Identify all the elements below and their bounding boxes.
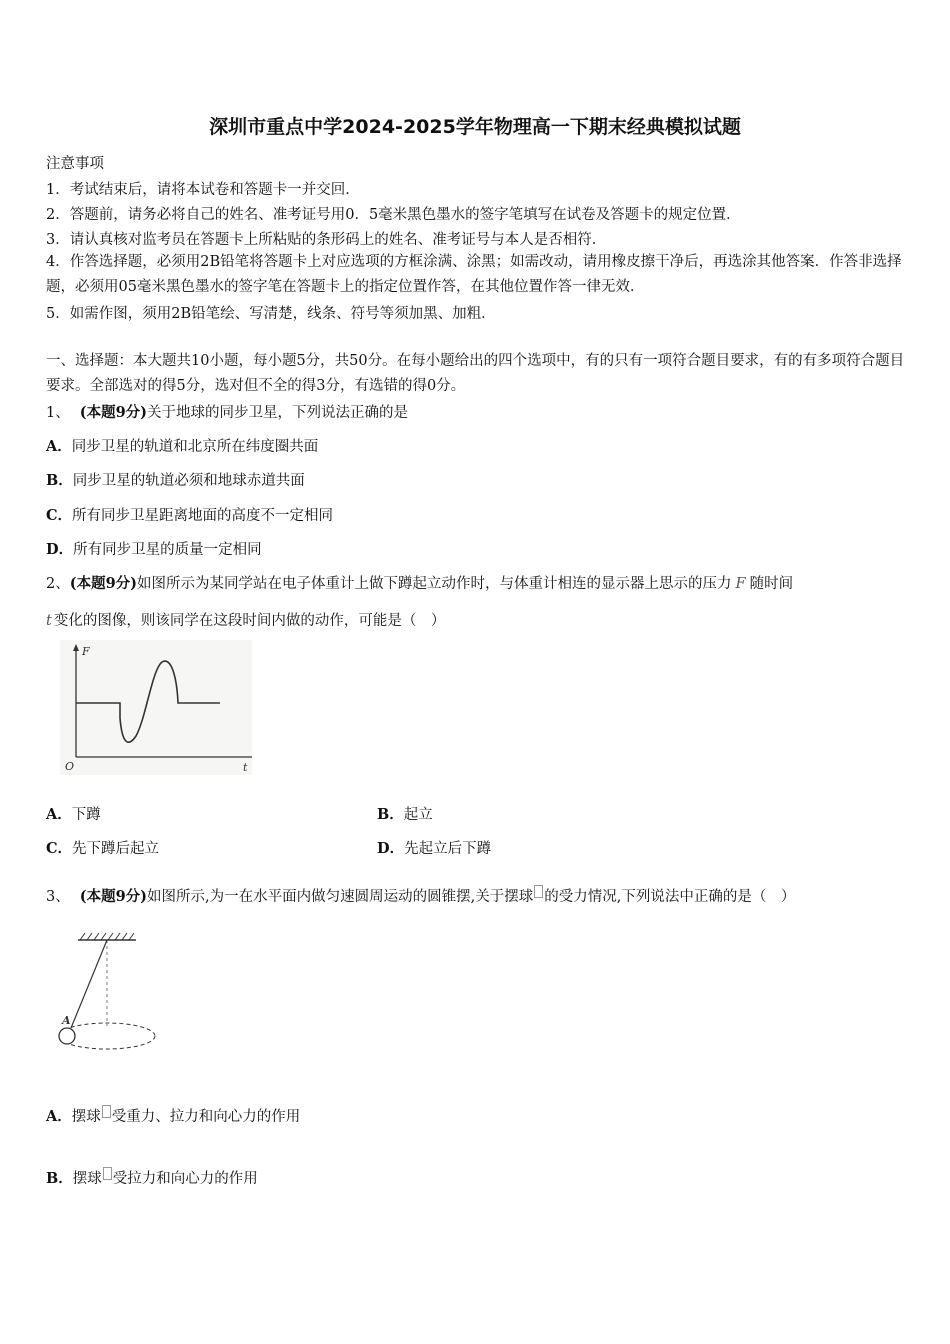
ball-label: A <box>62 1014 71 1027</box>
option-letter: C． <box>46 507 73 524</box>
conical-pendulum-diagram <box>52 930 164 1058</box>
force-time-graph <box>60 640 252 775</box>
option-text: 先起立后下蹲 <box>404 841 492 857</box>
question-text: 如图所示为某同学站在电子体重计上做下蹲起立动作时，与体重计相连的显示器上思示的压力 <box>137 576 732 592</box>
option-text: 摆球 <box>71 1109 101 1125</box>
question-score: (本题9分) <box>79 888 148 905</box>
option-letter: D． <box>377 840 405 857</box>
q3-option-a <box>46 1105 300 1126</box>
question-text: 变化的图像，则该同学在这段时间内做的动作，可能是（ ） <box>53 613 446 629</box>
option-text: 受重力、拉力和向心力的作用 <box>111 1109 301 1125</box>
question-score: (本题9分) <box>69 575 138 592</box>
option-text: 同步卫星的轨道和北京所在纬度圈共面 <box>71 439 319 455</box>
question-number: 1、 <box>46 405 70 421</box>
notice-heading: 注意事项 <box>46 156 104 172</box>
option-letter: A． <box>46 806 72 823</box>
q2-option-b <box>377 803 433 824</box>
question-score: (本题9分) <box>79 404 148 421</box>
question-1-stem <box>46 401 408 422</box>
option-letter: A． <box>46 1108 72 1125</box>
option-text: 所有同步卫星的质量一定相同 <box>73 542 262 558</box>
y-axis-label: F <box>82 645 90 658</box>
notice-item: 4．作答选择题，必须用2B铅笔将答题卡上对应选项的方框涂满、涂黑；如需改动，请用橡皮擦干净后，再选涂其他答案．作答非选择题，必须用05毫米黑色墨水的签字笔在答题卡上的指定位置作答，在其他位置作答一律无效． <box>46 254 902 295</box>
graph-background <box>60 640 252 775</box>
ceiling-hatch <box>80 933 134 940</box>
option-text: 受拉力和向心力的作用 <box>112 1171 258 1187</box>
missing-glyph-icon <box>103 1167 112 1180</box>
option-letter: B． <box>46 1170 73 1187</box>
question-number: 3、 <box>46 889 70 905</box>
x-axis-label: t <box>243 761 248 774</box>
question-2-stem-line2 <box>46 609 445 630</box>
q1-option-d <box>46 538 262 559</box>
q2-option-d <box>377 837 491 858</box>
section-heading: 一、选择题：本大题共10小题，每小题5分，共50分。在每小题给出的四个选项中，有的只有一项符合题目要求，有的有多项符合题目要求。全部选对的得5分，选对但不全的得3分，有选错的得0分。 <box>46 353 905 394</box>
q1-option-b <box>46 469 305 490</box>
notice-item: 5．如需作图，须用2B铅笔绘、写清楚，线条、符号等须加黑、加粗． <box>46 306 496 322</box>
question-2-stem-line1 <box>46 572 793 593</box>
option-text: 先下蹲后起立 <box>72 841 160 857</box>
option-letter: C． <box>46 840 73 857</box>
notice-item: 3．请认真核对监考员在答题卡上所粘贴的条形码上的姓名、准考证号与本人是否相符． <box>46 232 607 248</box>
q2-option-c <box>46 837 159 858</box>
option-letter: D． <box>46 541 74 558</box>
question-text: 如图所示,为一在水平面内做匀速圆周运动的圆锥摆,关于摆球 <box>147 889 534 905</box>
variable-f: F <box>735 576 746 592</box>
notice-item: 1．考试结束后，请将本试卷和答题卡一并交回． <box>46 182 360 198</box>
question-text: 随时间 <box>749 576 794 592</box>
page-title: 深圳市重点中学2024-2025学年物理高一下期末经典模拟试题 <box>209 116 741 138</box>
notice-item: 2．答题前，请务必将自己的姓名、准考证号用0．5毫米黑色墨水的签字笔填写在试卷及答题卡的规定位置． <box>46 207 741 223</box>
missing-glyph-icon <box>534 885 543 898</box>
question-text: 关于地球的同步卫星，下列说法正确的是 <box>147 405 409 421</box>
option-letter: B． <box>46 472 73 489</box>
variable-t: t <box>46 613 52 629</box>
option-text: 起立 <box>403 807 433 823</box>
pendulum-string <box>71 940 107 1028</box>
question-3-stem <box>46 885 795 906</box>
option-letter: B． <box>377 806 404 823</box>
option-text: 所有同步卫星距离地面的高度不一定相同 <box>72 508 334 524</box>
q3-option-b <box>46 1167 258 1188</box>
q2-option-a <box>46 803 101 824</box>
question-text: 的受力情况,下列说法中正确的是（ ） <box>544 889 796 905</box>
origin-label: O <box>65 760 75 773</box>
option-text: 下蹲 <box>71 807 101 823</box>
q1-option-a <box>46 435 318 456</box>
option-text: 摆球 <box>72 1171 102 1187</box>
option-letter: A． <box>46 438 72 455</box>
q1-option-c <box>46 504 333 525</box>
missing-glyph-icon <box>102 1105 111 1118</box>
option-text: 同步卫星的轨道必须和地球赤道共面 <box>72 473 305 489</box>
question-number: 2、 <box>46 576 70 592</box>
pendulum-ball <box>59 1028 75 1044</box>
